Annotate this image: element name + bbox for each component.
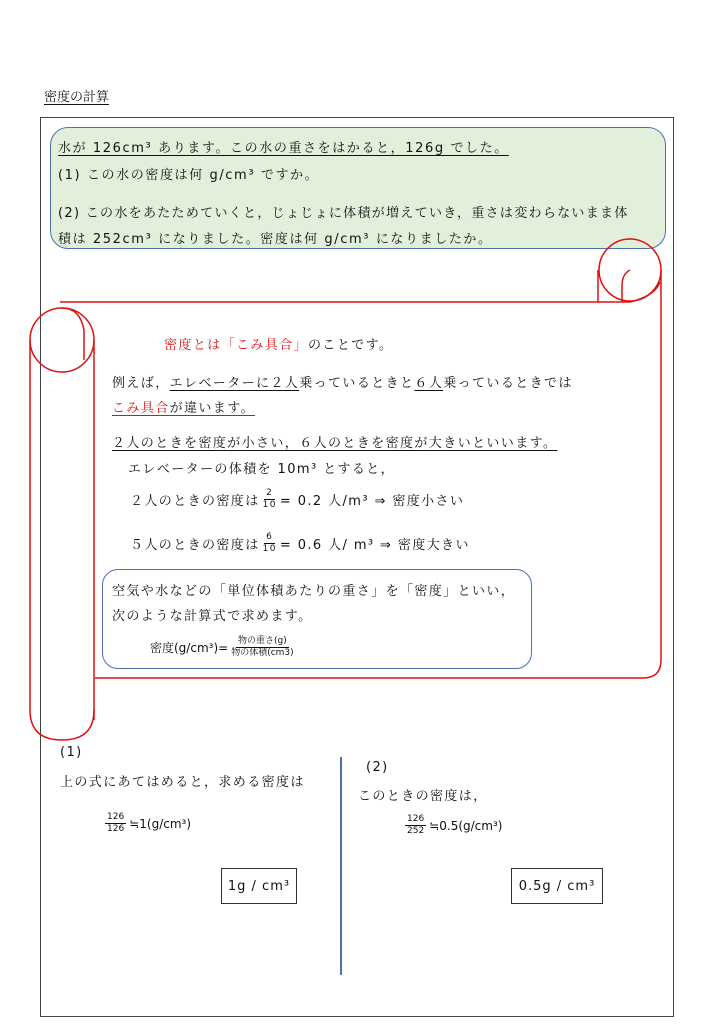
answer1-denominator: 126 (107, 824, 125, 834)
example-six-people: ６人 (414, 376, 444, 391)
answer1-label: (1) (60, 745, 83, 760)
calc1-fraction (263, 488, 277, 511)
calc1-denominator: 10 (262, 500, 277, 510)
density-heading (164, 334, 393, 353)
calc2-result: = 0.6 人/ m³ ⇒ 密度大きい (279, 538, 470, 553)
answer-divider (340, 757, 342, 975)
calc2-numerator: 6 (266, 532, 274, 542)
calc-line-1 (130, 488, 464, 511)
formula-fraction (231, 636, 293, 659)
calc1-numerator: 2 (266, 488, 274, 498)
answer2-numerator: 126 (407, 814, 425, 824)
calc2-fraction (263, 532, 277, 555)
page-title: 密度の計算 (44, 90, 110, 105)
crowding-red: こみ具合 (112, 401, 170, 416)
definition-line-2: 次のような計算式で求めます。 (112, 609, 313, 624)
calc-line-2 (130, 532, 470, 555)
answer2-fraction (405, 814, 426, 837)
example-end: 乗っているときでは (443, 376, 573, 391)
answer2-calc (402, 814, 502, 837)
formula-numerator: 物の重さ(g) (238, 636, 287, 646)
answer1-fraction (105, 812, 126, 835)
compare-line: ２人のときを密度が小さい，６人のときを密度が大きいといいます。 (112, 436, 558, 451)
example-line-1 (112, 372, 573, 391)
crowding-rest: が違います。 (169, 401, 255, 416)
answer1-numerator: 126 (107, 812, 125, 822)
problem-line-1: 水が 126cm³ あります。この水の重さをはかると，126g でした。 (58, 141, 509, 156)
density-formula (150, 636, 297, 659)
example-intro: 例えば， (112, 376, 170, 391)
calc2-denominator: 10 (262, 544, 277, 554)
answer2-result: ≒0.5(g/cm³) (429, 818, 503, 833)
density-heading-red: 密度とは「こみ具合」 (164, 338, 309, 353)
answer1-box: 1g / cm³ (221, 868, 297, 904)
answer2-box: 0.5g / cm³ (511, 868, 603, 904)
problem-line-3: (2) この水をあたためていくと，じょじょに体積が増えていき，重さは変わらないまま体 (58, 206, 629, 221)
formula-lhs: 密度(g/cm³)= (150, 641, 229, 655)
problem-line-2: (1) この水の密度は何 g/cm³ ですか。 (58, 168, 320, 183)
calc1-result: = 0.2 人/m³ ⇒ 密度小さい (279, 494, 465, 509)
calc1-label: ２人のときの密度は (130, 494, 260, 509)
answer2-text: このときの密度は， (358, 789, 488, 804)
answer1-result: ≒1(g/cm³) (129, 816, 192, 831)
example-line-2 (112, 397, 255, 416)
calc2-label: ５人のときの密度は (130, 538, 260, 553)
answer1-text: 上の式にあてはめると，求める密度は (60, 775, 305, 790)
example-middle: 乗っているときと (299, 376, 415, 391)
volume-line: エレベーターの体積を 10m³ とすると， (128, 462, 396, 477)
density-heading-rest: のことです。 (308, 338, 394, 353)
definition-line-1: 空気や水などの「単位体積あたりの重さ」を「密度」といい， (112, 584, 516, 599)
problem-line-4: 積は 252cm³ になりました。密度は何 g/cm³ になりましたか。 (58, 232, 493, 247)
answer2-label: (2) (366, 760, 389, 775)
answer1-calc (102, 812, 191, 835)
answer2-denominator: 252 (407, 826, 425, 836)
example-two-people: エレベーターに２人 (169, 376, 300, 391)
formula-denominator: 物の体積(cm3) (231, 648, 294, 658)
